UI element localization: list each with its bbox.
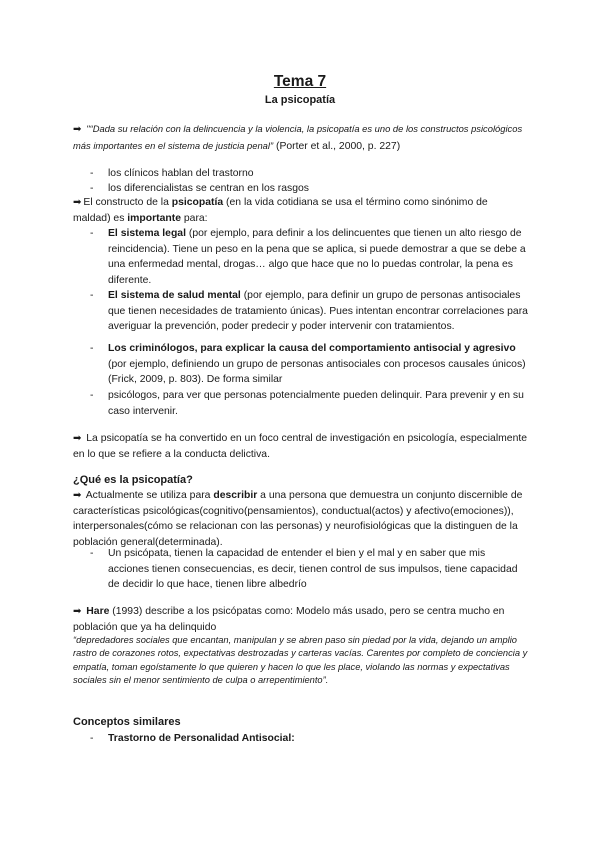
dash-marker: -: [90, 290, 94, 301]
quote-text: "“Dada su relación con la delincuencia y la violencia, la psicopatía es uno de los constructos psicológicos más importantes en el sistema de justicia penal”: [73, 123, 523, 151]
list-item: [108, 731, 528, 747]
list-item: [108, 288, 528, 335]
bold-run: describir: [213, 490, 258, 501]
arrow-icon: ➡: [73, 124, 82, 135]
arrow-icon: ➡: [73, 433, 82, 444]
list-item: [108, 226, 528, 288]
page-title: Tema 7: [273, 73, 327, 90]
dash-marker: -: [90, 183, 94, 194]
text-run: Actualmente se utiliza para: [83, 490, 214, 501]
bold-run: El sistema legal: [108, 228, 186, 239]
bold-run: Trastorno de Personalidad Antisocial:: [108, 733, 295, 744]
text-run: (1993) describe a los psicópatas como: Modelo más usado, pero se centra mucho en población que ya ha delinquido: [73, 606, 505, 633]
dash-marker: -: [90, 228, 94, 239]
bold-run: Los criminólogos, para explicar la causa del comportamiento antisocial y agresivo: [108, 343, 516, 354]
text-run: La psicopatía se ha convertido en un foco central de investigación en psicología, especialmente en lo que se refiere a la conducta delictiva.: [73, 433, 528, 460]
bold-run: El sistema de salud mental: [108, 290, 241, 301]
list-item: los clínicos hablan del trastorno: [108, 168, 254, 179]
dash-marker: -: [90, 343, 94, 354]
list-item: los diferencialistas se centran en los rasgos: [108, 183, 309, 194]
list-item: Un psicópata, tienen la capacidad de entender el bien y el mal y en saber que mis acciones tienen consecuencias, es decir, tienen control de sus impulsos, tiene capacidad de decidir lo que hace, tienen libre albedrío: [108, 548, 518, 591]
quote-citation: (Porter et al., 2000, p. 227): [273, 140, 401, 152]
list-item: [108, 341, 528, 388]
intro-quote: [73, 121, 528, 154]
text-run: (en la vida cotidiana se usa el término como sinónimo de maldad) es: [73, 197, 488, 224]
arrow-icon: ➡: [73, 606, 82, 617]
text-run: (por ejemplo, para definir un grupo de personas antisociales que tienen necesidades de tratamiento únicas). Pues intentan encontrar correlaciones para averiguar la prevención, poder predecir y poder intervenir con tratamientos.: [108, 290, 528, 333]
text-run: El constructo de la: [83, 197, 172, 208]
page-subtitle: La psicopatía: [264, 94, 336, 106]
foco-paragraph: [73, 431, 528, 462]
dash-marker: -: [90, 168, 94, 179]
bold-run: psicopatía: [171, 197, 224, 208]
section-heading: ¿Qué es la psicopatía?: [73, 474, 193, 486]
constructo-paragraph: [73, 195, 528, 226]
text-run: (por ejemplo, definiendo un grupo de personas antisociales con procesos causales únicos) (Frick, 2009, p. 803). De forma similar: [108, 358, 526, 386]
text-run: (por ejemplo, para definir a los delincuentes que tienen un alto riesgo de reincidencia). Tiene un peso en la pena que se aplica, si puede demostrar a que se debe a una enfermedad mental, drogas… algo que hace que no lo puedas controlar, la pena es diferente.: [108, 228, 526, 286]
dash-marker: -: [90, 733, 94, 744]
arrow-icon: ➡: [73, 490, 82, 501]
actual-paragraph: [73, 488, 528, 550]
arrow-icon: ➡: [73, 197, 82, 208]
bold-run: importante: [127, 212, 181, 224]
hare-quote: “depredadores sociales que encantan, manipulan y se abren paso sin piedad por la vida, dejando un amplio rastro de corazones rotos, expectativas destrozadas y carteras vacías. Carentes por completo de conciencia y empatía, toman egoístamente lo que quieren y hacen lo que les place, violando las normas y expectativas sociales sin el menor sentimiento de culpa o arrepentimiento”.: [73, 635, 528, 686]
text-run: para:: [181, 212, 208, 224]
dash-marker: -: [90, 548, 94, 559]
dash-marker: -: [90, 390, 94, 401]
hare-paragraph: [73, 604, 528, 635]
list-item: psicólogos, para ver que personas potencialmente pueden delinquir. Para prevenir y en su caso intervenir.: [108, 390, 524, 417]
text-run: a una persona que demuestra un conjunto discernible de características psicológicas(cognitivo(pensamientos), conductual(actos) y afectivo(emociones)), interpersonales(cómo se relacionan con las personas) y neurofisiológicas que la distinguen de la población general(determinada).: [73, 490, 523, 548]
section-heading: Conceptos similares: [73, 716, 181, 728]
bold-run: Hare: [86, 606, 110, 617]
